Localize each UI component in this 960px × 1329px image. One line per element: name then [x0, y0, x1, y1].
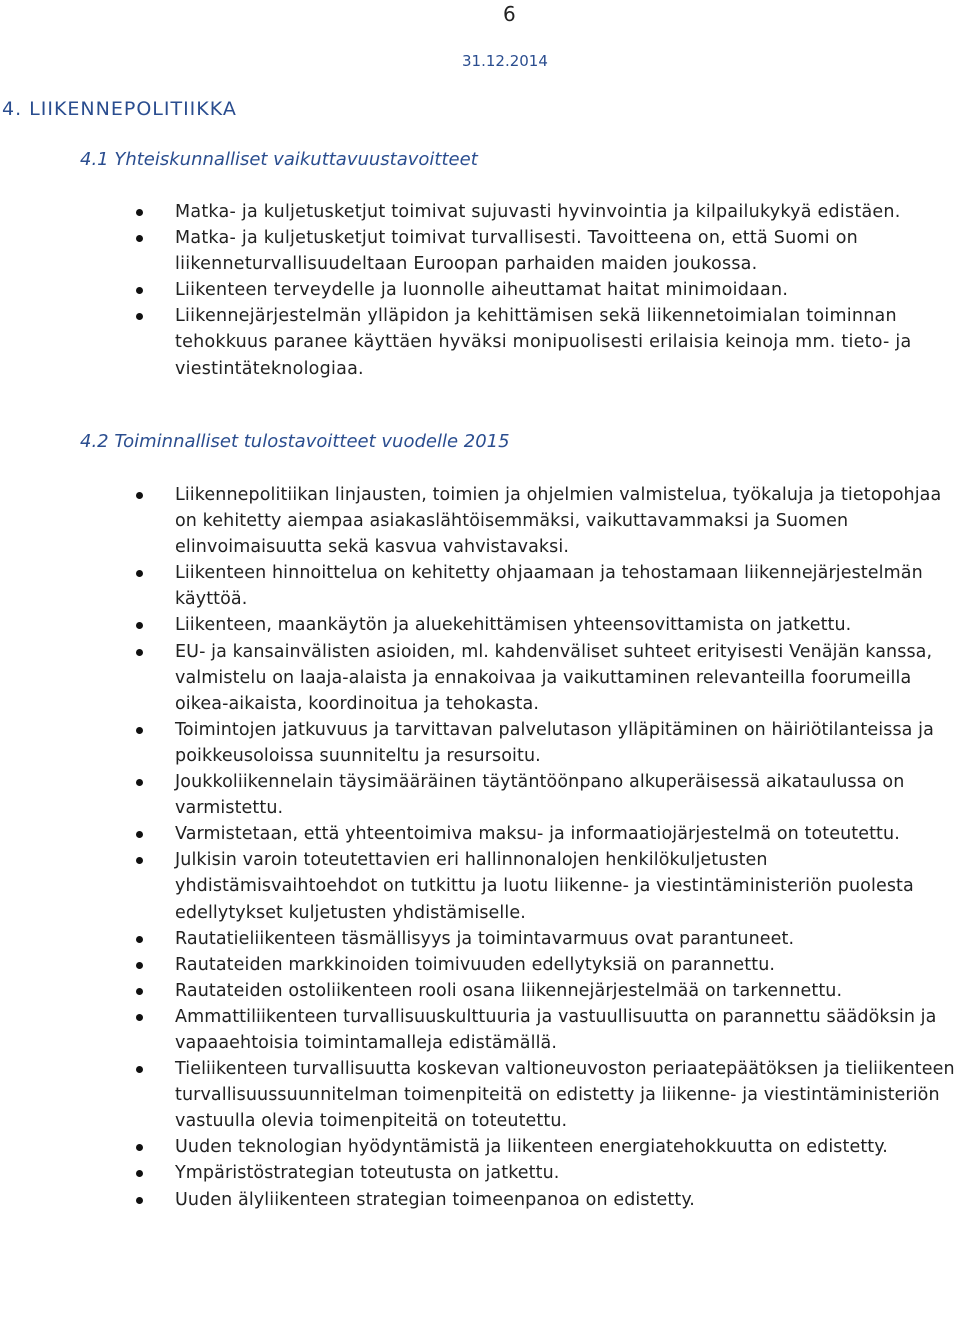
list-item: Liikennejärjestelmän ylläpidon ja kehittämisen sekä liikennetoimialan toiminnan tehokkuus paranee käyttäen hyväksi monipuolisesti erilaisia keinoja mm. tieto- ja viestintäteknologiaa. — [175, 303, 955, 381]
list-item: Tieliikenteen turvallisuutta koskevan valtioneuvoston periaatepäätöksen ja tieliikenteen turvallisuussuunnitelman toimenpiteitä on edistetty ja liikenne- ja viestintäministeriön vastuulla olevia toimenpiteitä on toteutettu. — [175, 1056, 955, 1134]
list-item: Liikennepolitiikan linjausten, toimien ja ohjelmien valmistelua, työkaluja ja tietopohjaa on kehitetty aiempaa asiakaslähtöisemmäksi, vaikuttavammaksi ja Suomen elinvoimaisuutta sekä kasvua vahvistavaksi. — [175, 482, 955, 560]
chapter-title: 4. LIIKENNEPOLITIIKKA — [2, 98, 237, 120]
list-item: Toimintojen jatkuvuus ja tarvittavan palvelutason ylläpitäminen on häiriötilanteissa ja poikkeusoloissa suunniteltu ja resursoitu. — [175, 717, 955, 769]
list-item: Liikenteen hinnoittelua on kehitetty ohjaamaan ja tehostamaan liikennejärjestelmän käyttöä. — [175, 560, 955, 612]
list-item: Ammattiliikenteen turvallisuuskulttuuria ja vastuullisuutta on parannettu säädöksin ja vapaaehtoisia toimintamalleja edistämällä. — [175, 1004, 955, 1056]
list-item: Joukkoliikennelain täysimääräinen täytäntöönpano alkuperäisessä aikataulussa on varmistettu. — [175, 769, 955, 821]
list-item: Matka- ja kuljetusketjut toimivat sujuvasti hyvinvointia ja kilpailukykyä edistäen. — [175, 199, 955, 225]
list-item: Julkisin varoin toteutettavien eri hallinnonalojen henkilökuljetusten yhdistämisvaihtoehdot on tutkittu ja luotu liikenne- ja viestintäministeriön puolesta edellytykset kuljetusten yhdistämiselle. — [175, 847, 955, 925]
performance-goals-list — [175, 482, 955, 1213]
list-item: Matka- ja kuljetusketjut toimivat turvallisesti. Tavoitteena on, että Suomi on liikenneturvallisuudeltaan Euroopan parhaiden maiden joukossa. — [175, 225, 955, 277]
list-item: EU- ja kansainvälisten asioiden, ml. kahdenväliset suhteet erityisesti Venäjän kanssa, valmistelu on laaja-alaista ja ennakoivaa ja vaikuttaminen relevanteilla foorumeilla oikea-aikaista, koordinoitua ja tehokasta. — [175, 639, 955, 717]
list-item: Ympäristöstrategian toteutusta on jatkettu. — [175, 1160, 955, 1186]
list-item: Uuden teknologian hyödyntämistä ja liikenteen energiatehokkuutta on edistetty. — [175, 1134, 955, 1160]
impact-goals-list — [175, 199, 955, 382]
list-item: Rautatieliikenteen täsmällisyys ja toimintavarmuus ovat parantuneet. — [175, 926, 955, 952]
page-number: 6 — [503, 2, 516, 26]
list-item: Uuden älyliikenteen strategian toimeenpanoa on edistetty. — [175, 1187, 955, 1213]
list-item: Liikenteen, maankäytön ja aluekehittämisen yhteensovittamista on jatkettu. — [175, 612, 955, 638]
document-date: 31.12.2014 — [462, 52, 548, 70]
list-item: Liikenteen terveydelle ja luonnolle aiheuttamat haitat minimoidaan. — [175, 277, 955, 303]
list-item: Rautateiden markkinoiden toimivuuden edellytyksiä on parannettu. — [175, 952, 955, 978]
list-item: Varmistetaan, että yhteentoimiva maksu- ja informaatiojärjestelmä on toteutettu. — [175, 821, 955, 847]
list-item: Rautateiden ostoliikenteen rooli osana liikennejärjestelmää on tarkennettu. — [175, 978, 955, 1004]
section-title: 4.1 Yhteiskunnalliset vaikuttavuustavoitteet — [80, 149, 478, 170]
section-title: 4.2 Toiminnalliset tulostavoitteet vuodelle 2015 — [80, 431, 510, 452]
